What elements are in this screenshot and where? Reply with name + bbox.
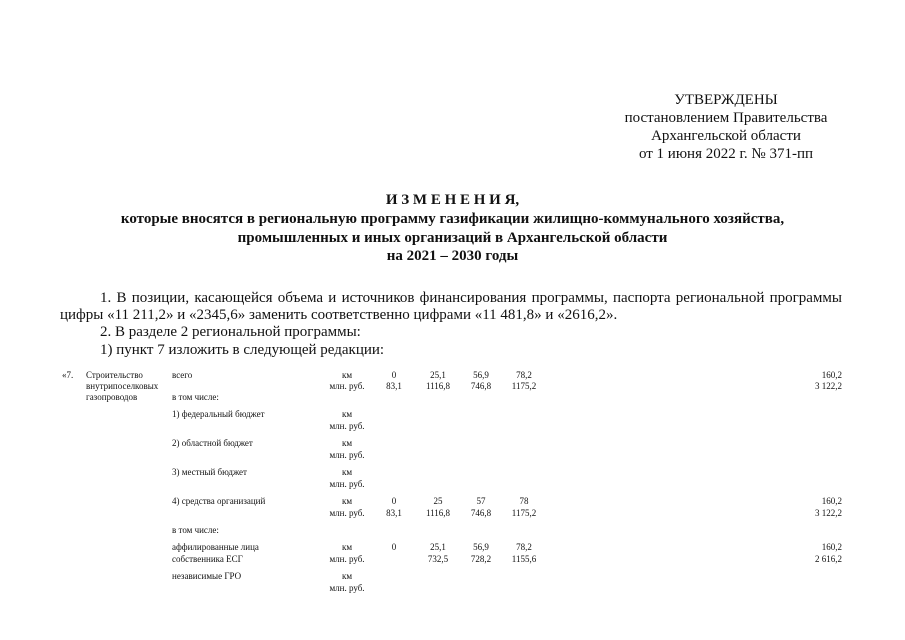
item-number: «7. <box>62 369 74 380</box>
value-cell: 1175,2 <box>511 380 537 391</box>
table-row <box>0 392 905 403</box>
row-label: всего <box>172 369 193 380</box>
value-cell: 25,1 <box>430 369 446 380</box>
paragraph-line: 2. В разделе 2 региональной программы: <box>100 324 361 340</box>
table-row <box>0 525 905 536</box>
unit-cell: км <box>341 541 353 552</box>
value-cell: 0 <box>391 541 397 552</box>
table-row <box>0 583 905 594</box>
unit-cell: млн. руб. <box>329 420 365 431</box>
unit-cell: млн. руб. <box>329 553 365 564</box>
unit-cell: млн. руб. <box>329 507 365 518</box>
value-cell: 746,8 <box>470 507 492 518</box>
value-cell: 83,1 <box>386 380 402 391</box>
document-subtitle-line: которые вносятся в региональную программу газификации жилищно-коммунального хозяйства, <box>120 211 785 227</box>
unit-cell: км <box>341 495 353 506</box>
value-cell: 746,8 <box>470 380 492 391</box>
item-name-line: газопроводов <box>86 391 138 402</box>
approval-heading: УТВЕРЖДЕНЫ <box>674 92 778 108</box>
row-label: аффилированные лица <box>172 541 259 552</box>
row-label: независимые ГРО <box>172 570 242 581</box>
item-name-line: внутрипоселковых <box>86 380 159 391</box>
value-cell: 0 <box>391 495 397 506</box>
paragraph-line: 1. В позиции, касающейся объема и источников финансирования программы, паспорта региональной программы <box>100 290 842 306</box>
table-row <box>0 450 905 461</box>
table-row <box>0 421 905 432</box>
unit-cell: км <box>341 437 353 448</box>
value-cell: 728,2 <box>470 553 492 564</box>
document-subtitle-line: промышленных и иных организаций в Архангельской области <box>237 230 668 246</box>
table-row <box>0 508 905 519</box>
unit-cell: млн. руб. <box>329 449 365 460</box>
table-row <box>0 542 905 553</box>
value-cell: 25,1 <box>430 541 446 552</box>
table-row <box>0 438 905 449</box>
unit-cell: млн. руб. <box>329 582 365 593</box>
total-cell: 3 122,2 <box>815 380 842 391</box>
unit-cell: млн. руб. <box>329 478 365 489</box>
table-row <box>0 467 905 478</box>
value-cell: 56,9 <box>473 541 489 552</box>
value-cell: 25 <box>433 495 443 506</box>
table-row <box>0 554 905 565</box>
value-cell: 1116,8 <box>425 380 451 391</box>
item-name-line: Строительство <box>86 369 143 380</box>
total-cell: 2 616,2 <box>815 553 842 564</box>
approval-stamp <box>620 91 832 163</box>
value-cell: 83,1 <box>386 507 402 518</box>
table-row <box>0 409 905 420</box>
approval-line: Архангельской области <box>651 128 801 144</box>
row-label: собственника ЕСГ <box>172 553 243 564</box>
unit-cell: км <box>341 570 353 581</box>
value-cell: 57 <box>476 495 486 506</box>
value-cell: 1116,8 <box>425 507 451 518</box>
approval-date-line: от 1 июня 2022 г. № 371-пп <box>638 146 814 162</box>
total-cell: 160,2 <box>821 495 842 506</box>
value-cell: 1175,2 <box>511 507 537 518</box>
table-row <box>0 370 905 381</box>
value-cell: 1155,6 <box>511 553 537 564</box>
unit-cell: млн. руб. <box>329 380 365 391</box>
unit-cell: км <box>341 369 353 380</box>
document-subtitle-line: на 2021 – 2030 годы <box>386 248 519 264</box>
table-row <box>0 571 905 582</box>
row-label: 2) областной бюджет <box>172 437 253 448</box>
row-label: 4) средства организаций <box>172 495 266 506</box>
total-cell: 160,2 <box>821 369 842 380</box>
table-row <box>0 381 905 392</box>
total-cell: 3 122,2 <box>815 507 842 518</box>
row-label: 1) федеральный бюджет <box>172 408 265 419</box>
row-label: в том числе: <box>172 391 219 402</box>
row-label: в том числе: <box>172 524 219 535</box>
approval-line: постановлением Правительства <box>624 110 828 126</box>
value-cell: 732,5 <box>427 553 449 564</box>
document-title: И З М Е Н Е Н И Я, <box>385 192 520 208</box>
paragraph-line: 1) пункт 7 изложить в следующей редакции: <box>100 342 385 358</box>
row-label: 3) местный бюджет <box>172 466 247 477</box>
paragraph-line: цифры «11 211,2» и «2345,6» заменить соответственно цифрами «11 481,8» и «2616,2». <box>60 307 618 323</box>
value-cell: 56,9 <box>473 369 489 380</box>
unit-cell: км <box>341 408 353 419</box>
table-row <box>0 496 905 507</box>
value-cell: 78 <box>519 495 529 506</box>
table-row <box>0 479 905 490</box>
value-cell: 78,2 <box>516 541 532 552</box>
value-cell: 0 <box>391 369 397 380</box>
value-cell: 78,2 <box>516 369 532 380</box>
unit-cell: км <box>341 466 353 477</box>
total-cell: 160,2 <box>821 541 842 552</box>
